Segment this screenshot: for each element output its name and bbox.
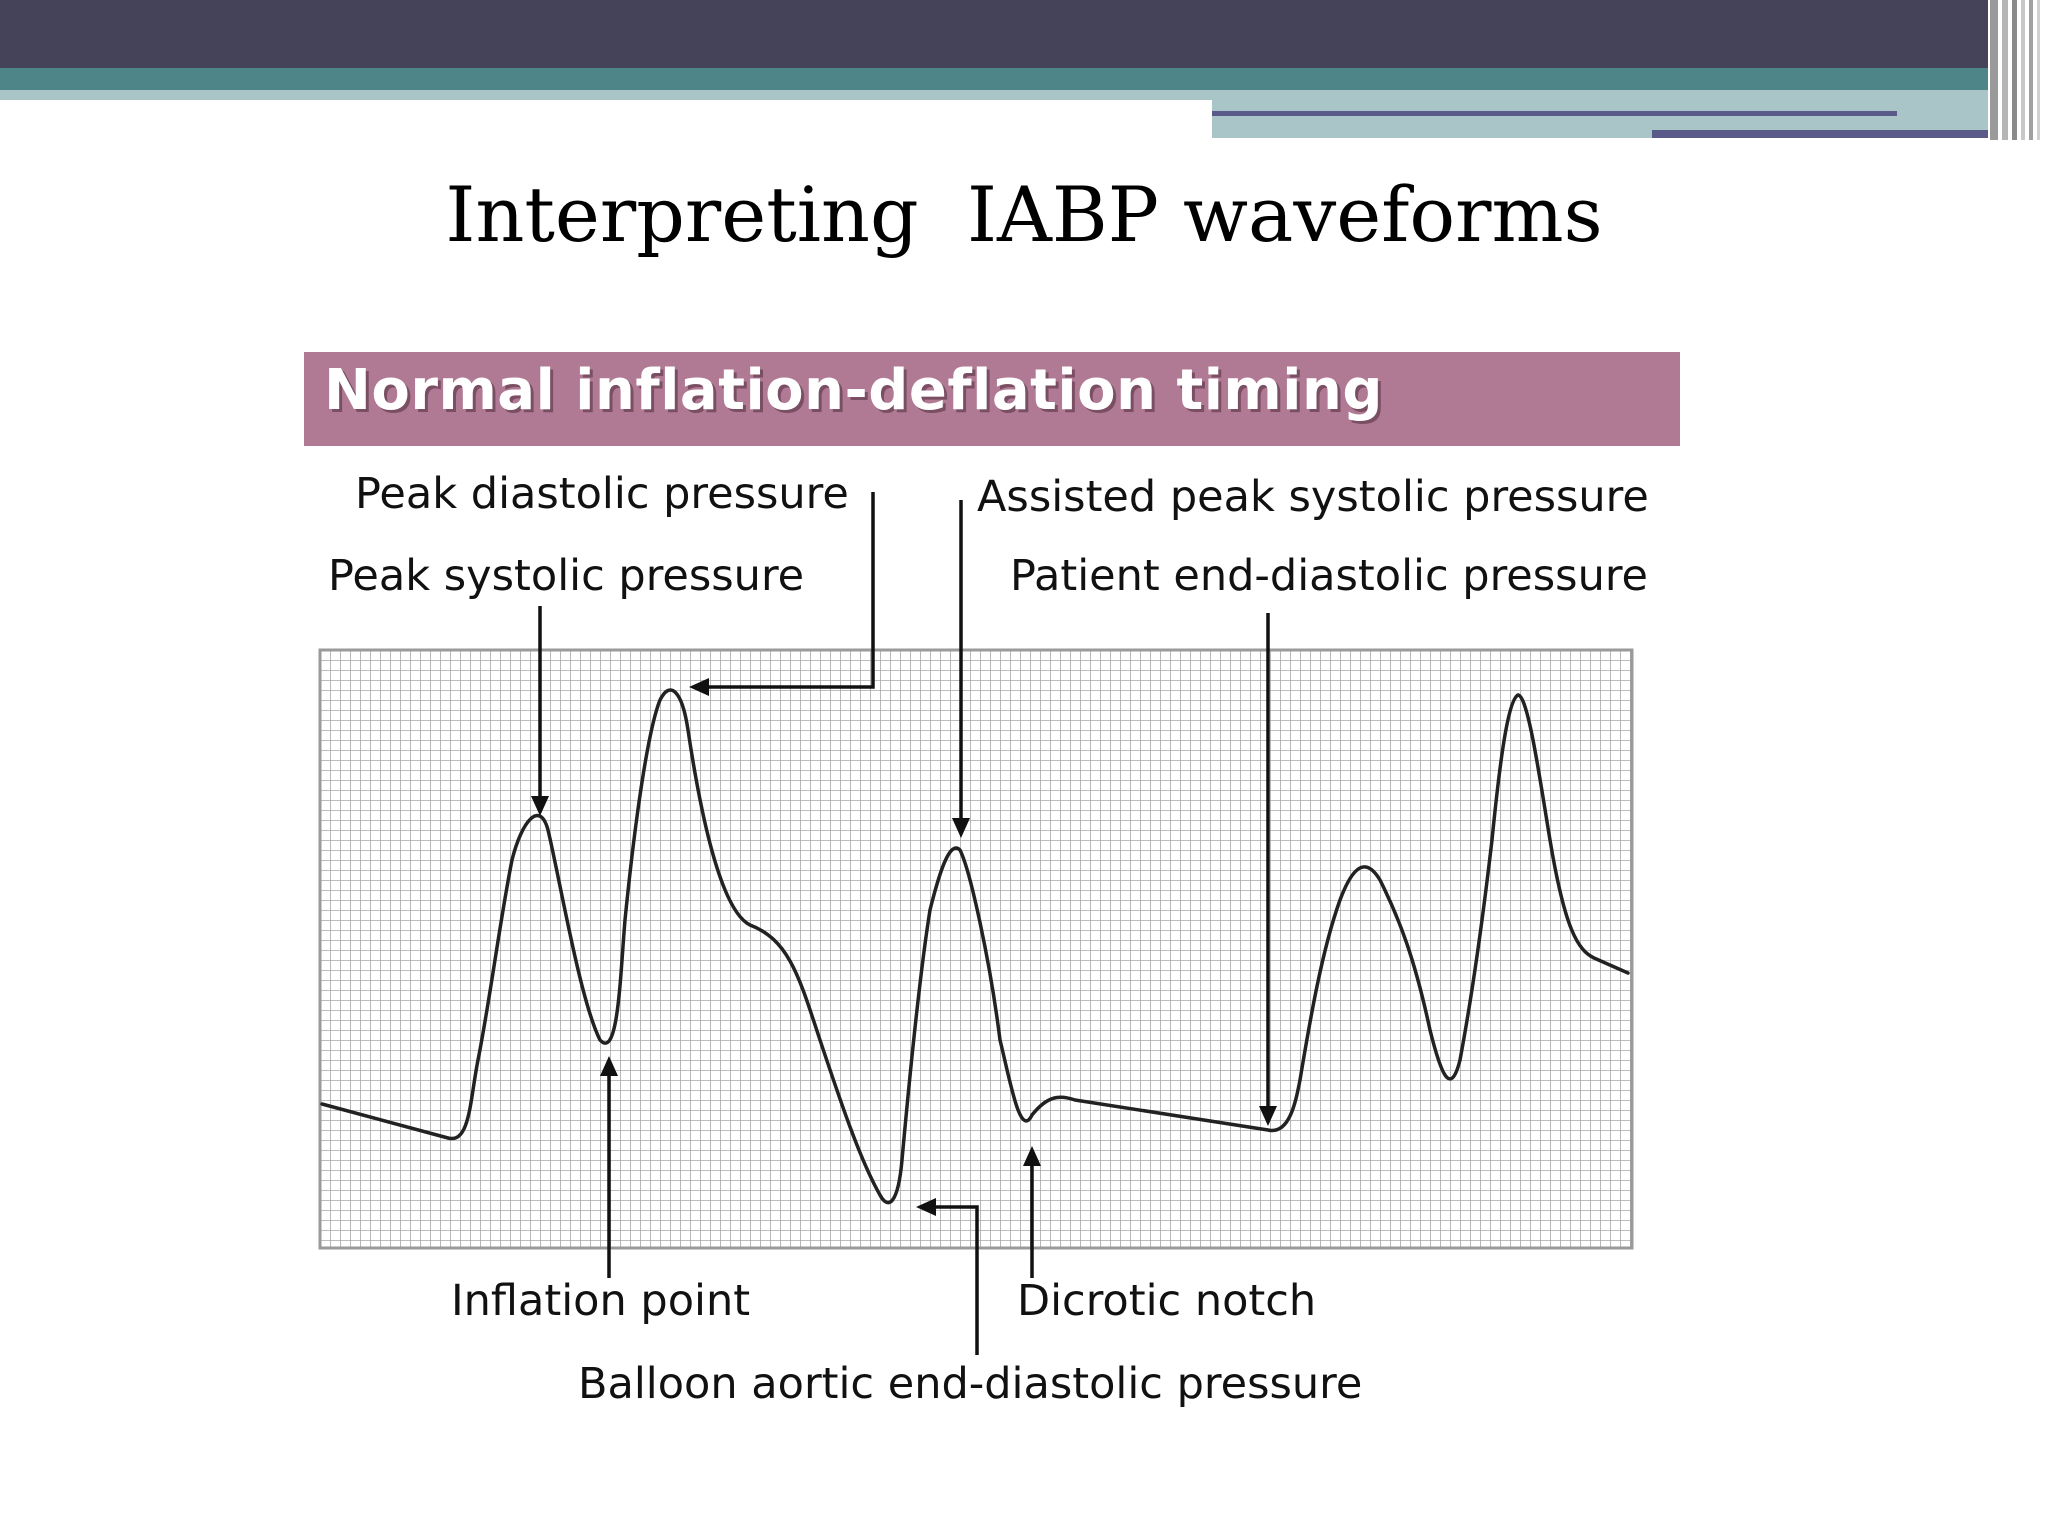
- grid-panel: [320, 650, 1632, 1248]
- label-balloon-aortic-end-diastolic-pressure: Balloon aortic end-diastolic pressure: [578, 1359, 1363, 1409]
- label-peak-systolic-pressure: Peak systolic pressure: [328, 551, 805, 601]
- figure-banner-title: Normal inflation-deflation timing: [324, 358, 1383, 423]
- label-peak-diastolic-pressure: Peak diastolic pressure: [355, 469, 849, 519]
- label-assisted-peak-systolic-pressure: Assisted peak systolic pressure: [977, 472, 1649, 522]
- slide-title: Interpreting IABP waveforms: [445, 170, 1603, 259]
- label-patient-end-diastolic-pressure: Patient end-diastolic pressure: [1010, 551, 1649, 601]
- grid-lines: [320, 650, 1632, 1248]
- label-dicrotic-notch: Dicrotic notch: [1017, 1276, 1317, 1326]
- label-inflation-point: Inflation point: [451, 1276, 751, 1326]
